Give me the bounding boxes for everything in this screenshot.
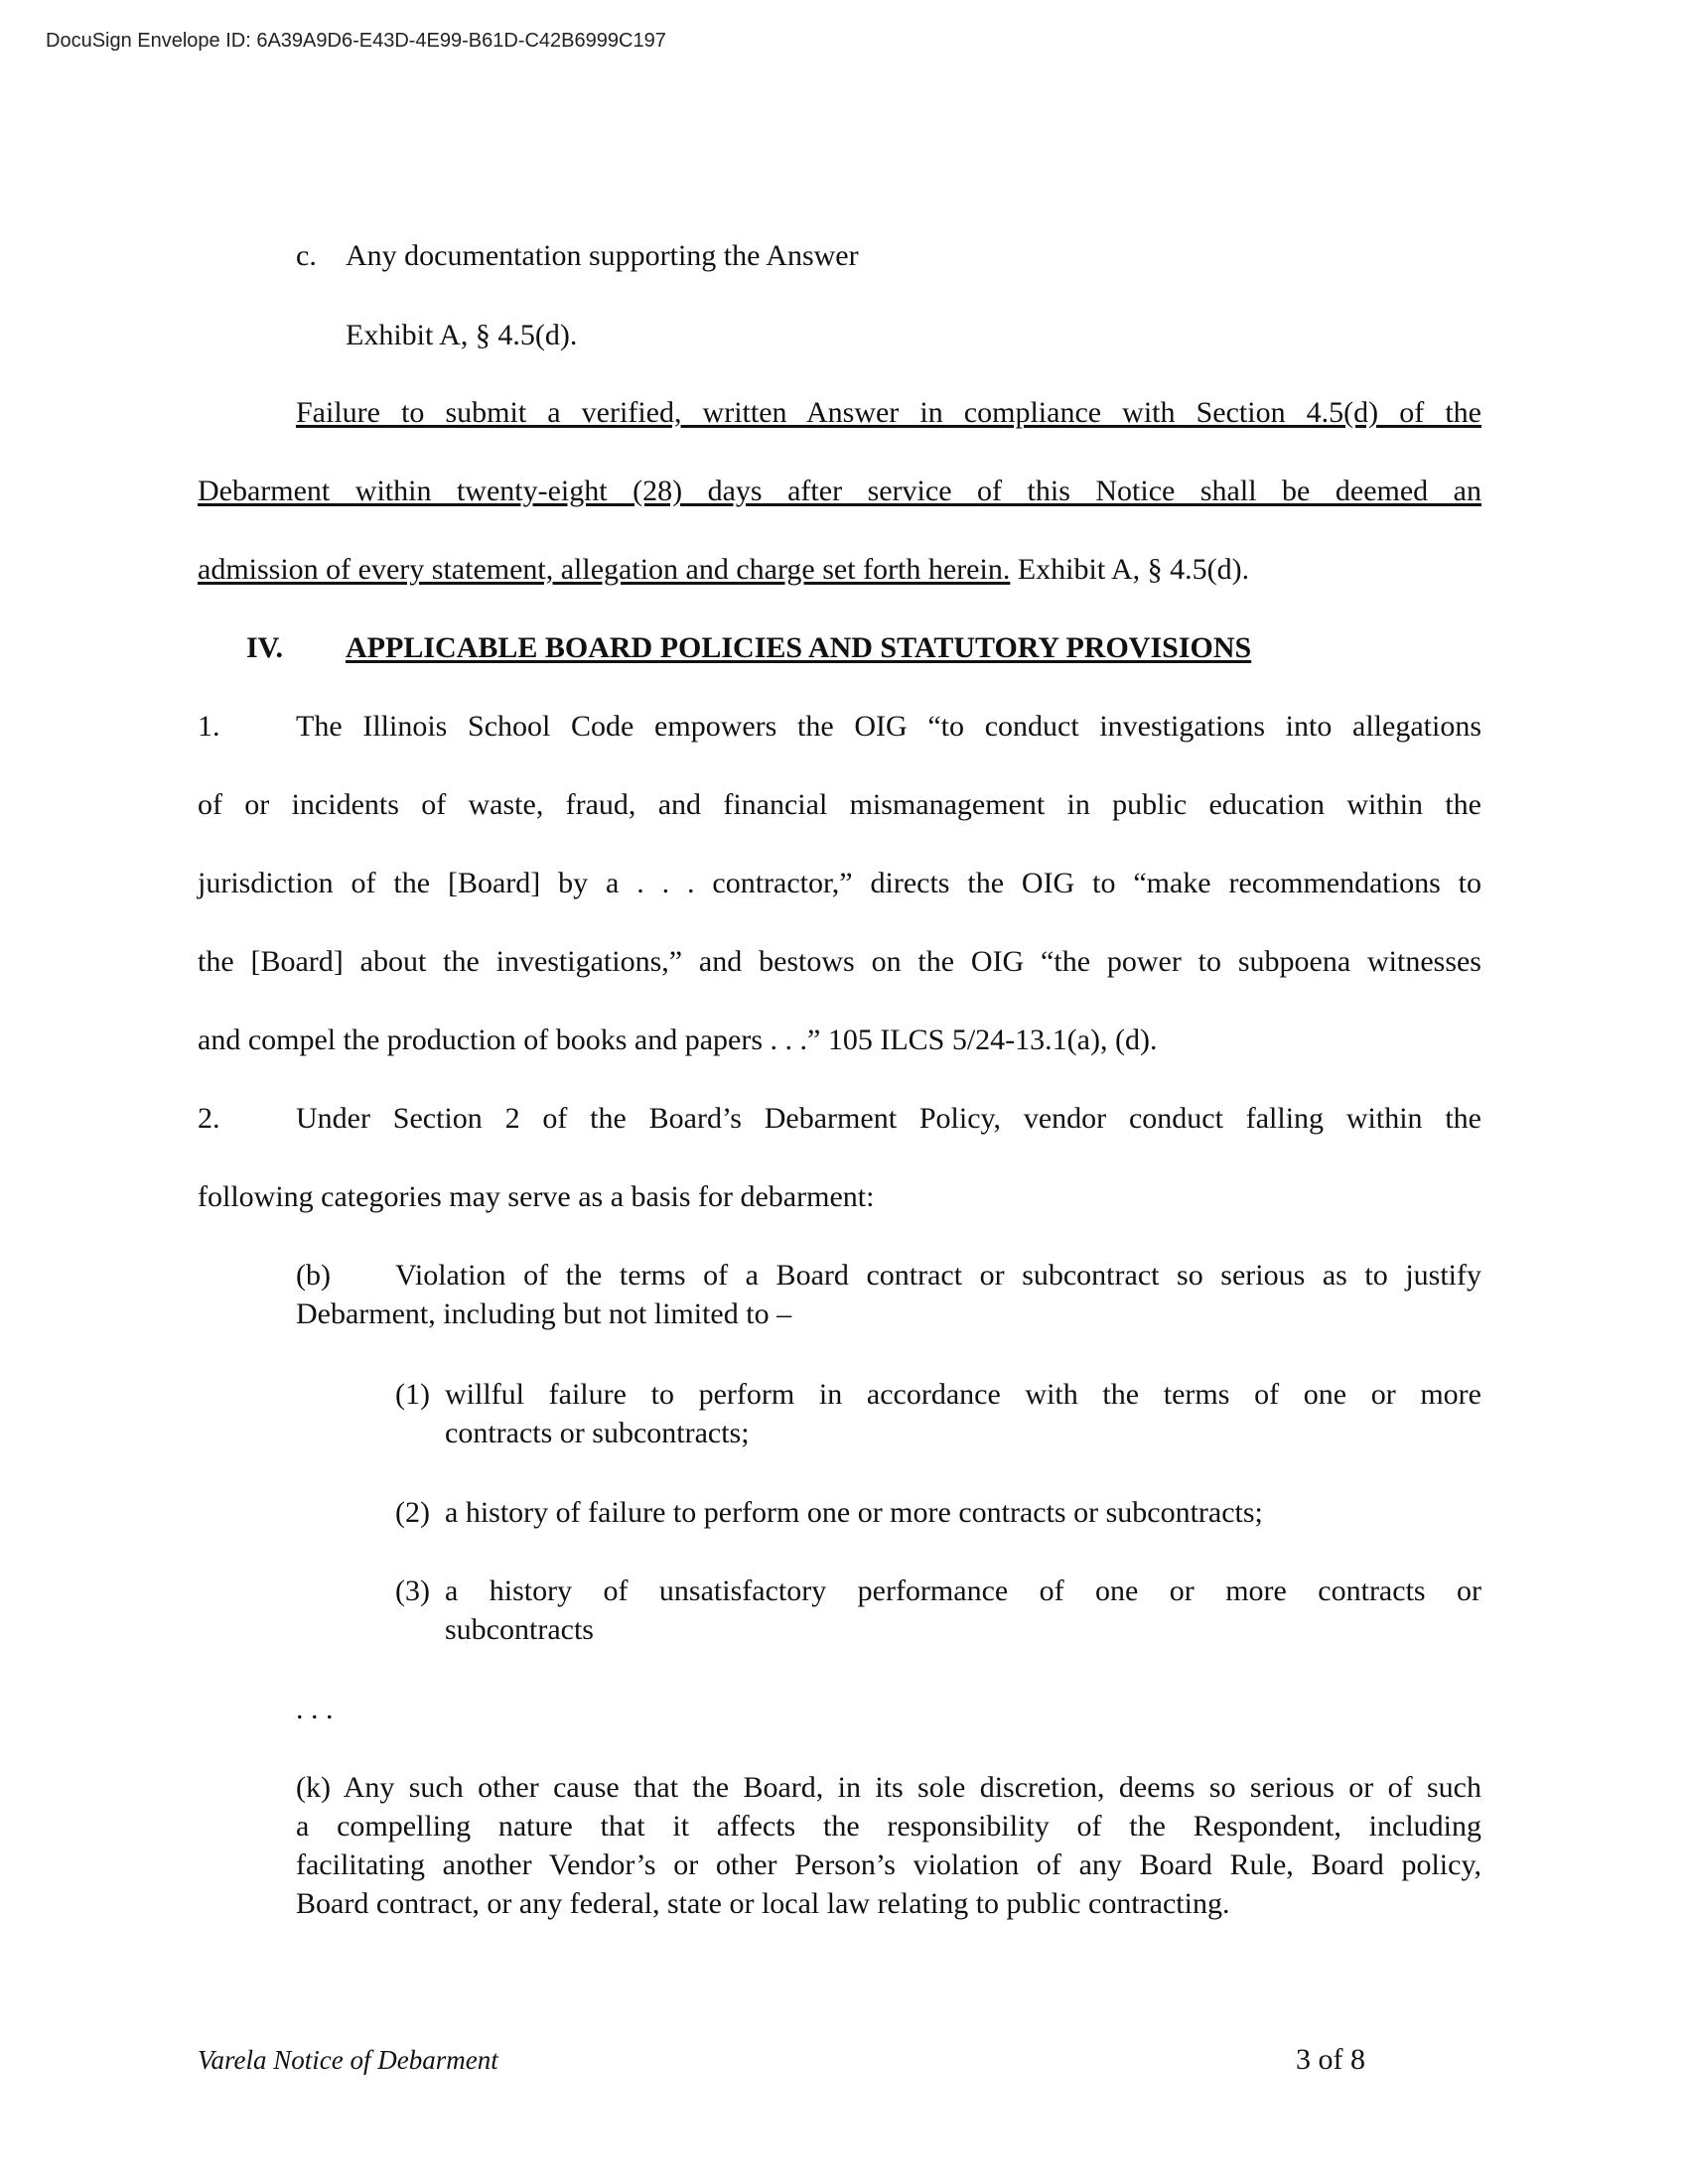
section-heading: APPLICABLE BOARD POLICIES AND STATUTORY PROVISIONS [346, 631, 1252, 664]
para-2-number: 2. [198, 1102, 220, 1135]
failure-citation: Exhibit A, § 4.5(d). [1010, 553, 1250, 586]
para-1-line-4: the [Board] about the investigations,” and bestows on the OIG “the power to subpoena witnesses [198, 945, 1481, 978]
page-number: 3 of 8 [1296, 2043, 1365, 2076]
para-1-line-5: and compel the production of books and papers . . .” 105 ILCS 5/24-13.1(a), (d). [198, 1024, 1158, 1056]
para-1-number: 1. [198, 710, 220, 743]
para-1-line-3: jurisdiction of the [Board] by a . . . contractor,” directs the OIG to “make recommendations to [198, 867, 1481, 899]
quote-k-line-3: facilitating another Vendor’s or other Person’s violation of any Board Rule, Board policy, [296, 1848, 1481, 1881]
quote-item-1-line-2: contracts or subcontracts; [445, 1417, 750, 1449]
quote-item-1-line-1: willful failure to perform in accordance with the terms of one or more [445, 1378, 1481, 1411]
quote-b-line-2: Debarment, including but not limited to – [296, 1297, 792, 1330]
failure-line-3 [198, 552, 1249, 588]
item-c-label: c. [296, 239, 317, 272]
section-number: IV. [246, 631, 283, 664]
para-2-line-1: Under Section 2 of the Board’s Debarment Policy, vendor conduct falling within the [296, 1102, 1481, 1135]
citation-exhibit-a: Exhibit A, § 4.5(d). [346, 319, 578, 351]
quote-b-line-1: Violation of the terms of a Board contract or subcontract so serious as to justify [395, 1259, 1481, 1292]
quote-k-line-1: (k) Any such other cause that the Board, in its sole discretion, deems so serious or of such [296, 1771, 1481, 1804]
quote-item-2-line-1: a history of failure to perform one or more contracts or subcontracts; [445, 1496, 1263, 1529]
para-2-line-2: following categories may serve as a basis for debarment: [198, 1180, 875, 1213]
failure-line-2: Debarment within twenty-eight (28) days after service of this Notice shall be deemed an [198, 475, 1481, 507]
quote-item-3-label: (3) [395, 1574, 430, 1607]
footer-title: Varela Notice of Debarment [198, 2045, 498, 2075]
failure-line-1: Failure to submit a verified, written Answer in compliance with Section 4.5(d) of the [296, 396, 1481, 429]
quote-item-1-label: (1) [395, 1378, 430, 1411]
quote-k-line-2: a compelling nature that it affects the responsibility of the Respondent, including [296, 1810, 1481, 1843]
quote-item-2-label: (2) [395, 1496, 430, 1529]
item-c-text: Any documentation supporting the Answer [346, 239, 859, 272]
para-1-line-2: of or incidents of waste, fraud, and financial mismanagement in public education within the [198, 788, 1481, 821]
envelope-id: DocuSign Envelope ID: 6A39A9D6-E43D-4E99-B61D-C42B6999C197 [46, 30, 666, 52]
failure-line-3-underlined: admission of every statement, allegation and charge set forth herein. [198, 553, 1011, 586]
quote-k-line-4: Board contract, or any federal, state or local law relating to public contracting. [296, 1887, 1230, 1920]
para-1-line-1: The Illinois School Code empowers the OIG “to conduct investigations into allegations [296, 710, 1481, 743]
quote-b-label: (b) [296, 1259, 331, 1292]
quote-item-3-line-2: subcontracts [445, 1613, 594, 1646]
quote-ellipsis: . . . [296, 1693, 334, 1725]
quote-item-3-line-1: a history of unsatisfactory performance of one or more contracts or [445, 1574, 1481, 1607]
